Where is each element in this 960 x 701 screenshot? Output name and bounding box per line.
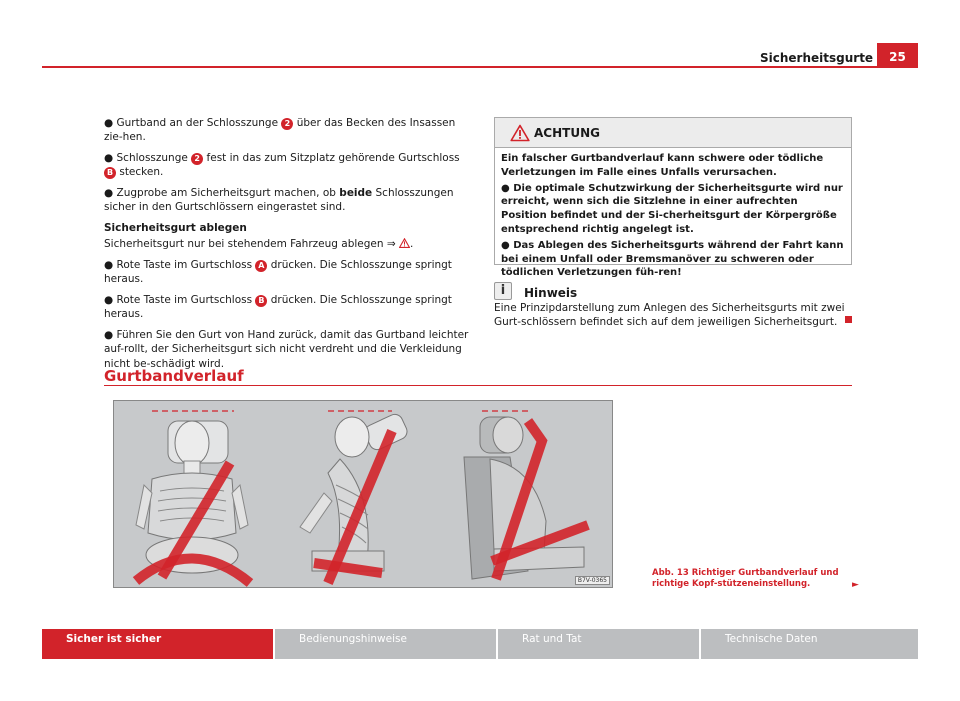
warning-intro: Ein falscher Gurtbandverlauf kann schwere oder tödliche Verletzungen im Falle eines Unfalls verursachen. bbox=[501, 153, 824, 178]
figure-code: B7V-0365 bbox=[575, 576, 610, 585]
marker-b: B bbox=[255, 295, 267, 307]
warning-item: ● Das Ablegen des Sicherheitsgurts während der Fahrt kann bei einem Unfall oder Bremsmanöver zu schweren oder tödlichen Verletzungen füh-ren! bbox=[501, 239, 844, 279]
subheading: Sicherheitsgurt ablegen bbox=[104, 221, 247, 234]
continue-arrow-icon: ► bbox=[852, 580, 859, 590]
intro-text: Sicherheitsgurt nur bei stehendem Fahrzeug ablegen ⇒ . bbox=[104, 238, 414, 251]
list-item: ● Zugprobe am Sicherheitsgurt machen, ob beide Schlosszungen sicher in den Gurtschlössern eingerastet sind. bbox=[104, 186, 454, 214]
list-item: ● Gurtband an der Schlosszunge 2 über das Becken des Insassen zie-hen. bbox=[104, 117, 456, 144]
warning-header bbox=[495, 118, 851, 148]
marker-2: 2 bbox=[281, 118, 293, 130]
footer-nav bbox=[42, 629, 918, 659]
note-title: Hinweis bbox=[524, 286, 578, 300]
warning-title: ACHTUNG bbox=[534, 126, 600, 140]
skeleton-side-view bbox=[300, 412, 410, 583]
figure-caption: Abb. 13 Richtiger Gurtbandverlauf und richtige Kopf-stützeneinstellung. bbox=[652, 568, 839, 590]
warning-item: ● Die optimale Schutzwirkung der Sicherheitsgurte wird nur erreicht, wenn sich die Sitzlehne in einer aufrechten Position befindet und der Si-cherheitsgurt der Körpergröße entsprechend richtig angelegt ist. bbox=[501, 182, 843, 235]
footer-tab-bedienungshinweise[interactable]: Bedienungshinweise bbox=[275, 629, 496, 659]
list-item: ● Schlosszunge 2 fest in das zum Sitzplatz gehörende Gurtschloss B stecken. bbox=[104, 151, 460, 179]
list-item: ● Rote Taste im Gurtschloss B drücken. Die Schlosszunge springt heraus. bbox=[104, 293, 452, 321]
marker-2: 2 bbox=[191, 153, 203, 165]
warning-triangle-icon bbox=[510, 124, 530, 142]
list-item: ● Führen Sie den Gurt von Hand zurück, damit das Gurtband leichter auf-rollt, der Sicherheitsgurt sich nicht verdreht und die Verkleidung nicht be-schädigt wird. bbox=[104, 328, 469, 370]
list-item: ● Rote Taste im Gurtschloss A drücken. Die Schlosszunge springt heraus. bbox=[104, 258, 452, 286]
footer-tab-sicher-ist-sicher[interactable]: Sicher ist sicher bbox=[42, 629, 273, 659]
header-rule bbox=[42, 66, 918, 68]
warning-box bbox=[494, 117, 852, 279]
left-column bbox=[104, 116, 470, 377]
section-title: Gurtbandverlauf bbox=[104, 367, 244, 385]
page-number: 25 bbox=[877, 43, 918, 68]
section-end-marker bbox=[845, 316, 852, 323]
seatbelt-illustration bbox=[113, 400, 613, 588]
marker-b: B bbox=[104, 167, 116, 179]
marker-a: A bbox=[255, 260, 267, 272]
section-rule bbox=[104, 385, 852, 386]
note-text: Eine Prinzipdarstellung zum Anlegen des Sicherheitsgurts mit zwei Gurt-schlössern befindet sich auf dem jeweiligen Sicherheitsgurt. bbox=[494, 302, 845, 329]
info-icon: i bbox=[494, 282, 512, 300]
footer-tab-rat-und-tat[interactable]: Rat und Tat bbox=[498, 629, 699, 659]
skeleton-front-view bbox=[136, 421, 250, 583]
seated-occupant-view bbox=[464, 417, 588, 579]
warning-icon bbox=[399, 238, 410, 248]
header-title: Sicherheitsgurte bbox=[760, 51, 874, 65]
seatbelt-drawing bbox=[114, 401, 613, 588]
footer-tab-technische-daten[interactable]: Technische Daten bbox=[701, 629, 918, 659]
